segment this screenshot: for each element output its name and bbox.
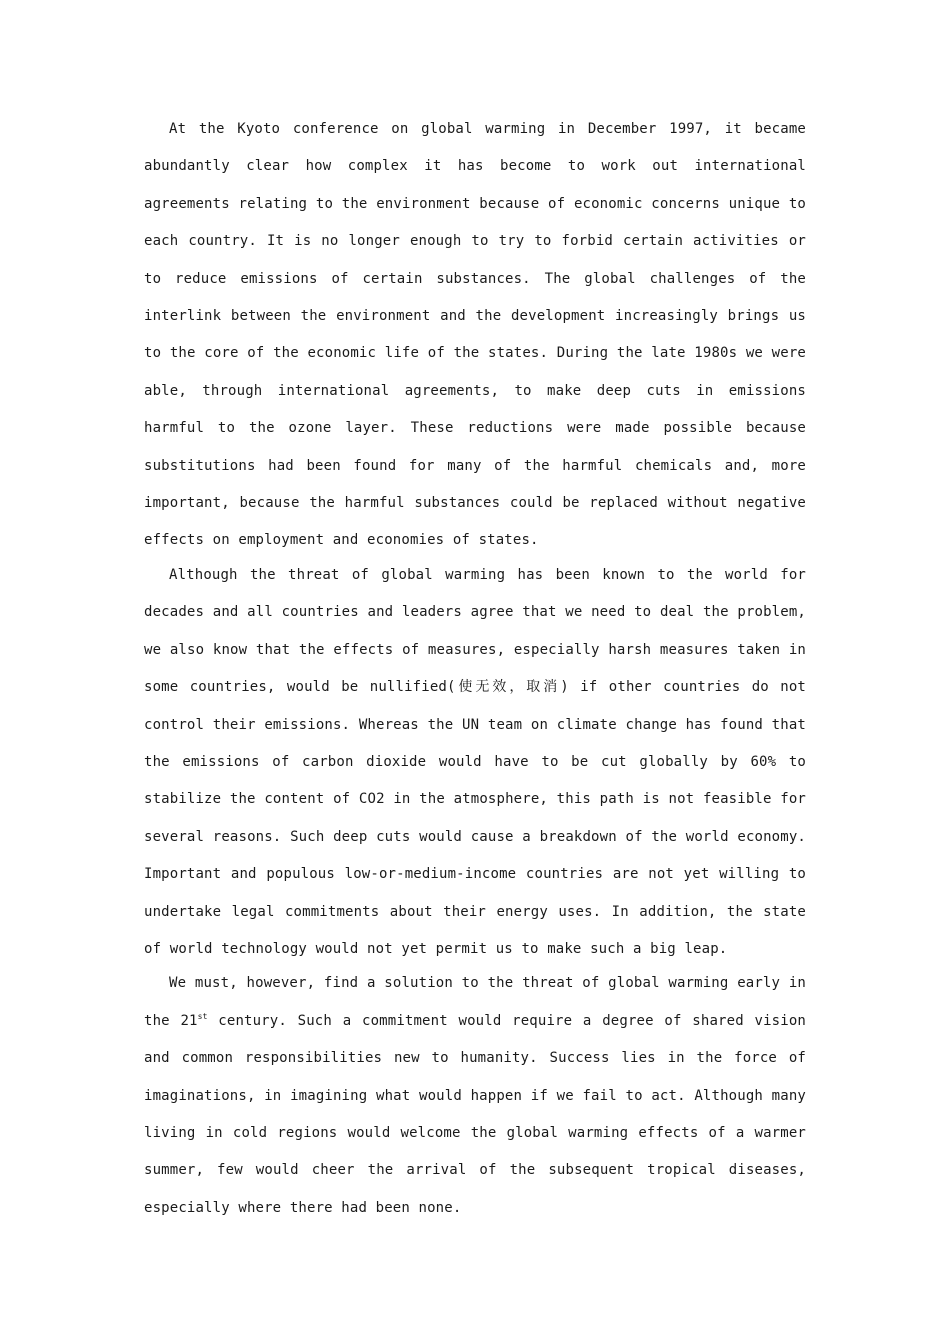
paragraph-solution — [144, 965, 806, 1227]
paragraph-solution-text-after: century. Such a commitment would require a degree of shared vision and common responsibilities new to humanity. Success lies in the force of imaginations, in imagining what would happen if we fail to act. Although many living in cold regions would welcome the global warming effects of a warmer summer, few would cheer the arrival of the subsequent tropical diseases, especially where there had been none. — [144, 1012, 806, 1216]
paragraph-kyoto-conference: At the Kyoto conference on global warming in December 1997, it became abundantly clear how complex it has become to work out international agreements relating to the environment because of economic concerns unique to each country. It is no longer enough to try to forbid certain activities or to reduce emissions of certain substances. The global challenges of the interlink between the environment and the development increasingly brings us to the core of the economic life of the states. During the late 1980s we were able, through international agreements, to make deep cuts in emissions harmful to the ozone layer. These reductions were made possible because substitutions had been found for many of the harmful chemicals and, more important, because the harmful substances could be replaced without negative effects on employment and economies of states. — [144, 121, 806, 549]
paragraph-solution-text-before: We must, however, find a solution to the threat of global warming early in the 21 — [144, 975, 806, 1029]
ordinal-superscript: st — [197, 1011, 208, 1021]
paragraph-global-warming-threat: Although the threat of global warming has been known to the world for decades and all countries and leaders agree that we need to deal the problem, we also know that the effects of measures, especially harsh measures taken in some countries, would be nullified(使无效，取消) if other countries do not control their emissions. Whereas the UN team on climate change has found that the emissions of carbon dioxide would have to be cut globally by 60% to stabilize the content of CO2 in the atmosphere, this path is not feasible for several reasons. Such deep cuts would cause a breakdown of the world economy. Important and populous low-or-medium-income countries are not yet willing to undertake legal commitments about their energy uses. In addition, the state of world technology would not yet permit us to make such a big leap. — [144, 566, 806, 957]
document-page — [144, 111, 806, 1227]
